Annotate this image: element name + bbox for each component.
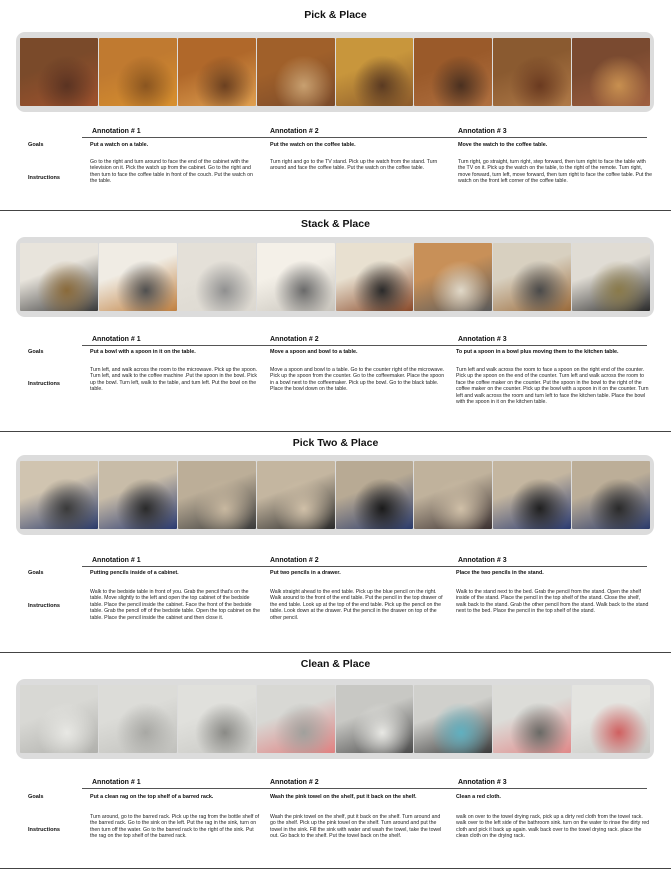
- annotation-heading: Annotation # 2: [270, 779, 319, 786]
- goal-text: Putting pencils inside of a cabinet.: [90, 570, 179, 576]
- goal-text: Clean a red cloth.: [456, 794, 501, 800]
- video-frame: [178, 685, 256, 753]
- image-strip: [16, 32, 654, 112]
- goal-text: Put a clean rag on the top shelf of a barred rack.: [90, 794, 214, 800]
- video-frame: [493, 38, 571, 106]
- section-divider: [0, 652, 671, 653]
- video-frame: [20, 461, 98, 529]
- instruction-text: Turn left and walk across the room to face a spoon on the right end of the counter. Pick up the spoon on the end of the counter. Turn left and walk across the room to face the coffee maker on the counter. Put the spoon in the bowl to the right of the coffee maker on the counter. Pick up the bowl with a spoon in it on the counter. Turn left and walk across the room and turn left to face the kitchen table. Place the bowl with the spoon in it on the kitchen table.: [456, 367, 649, 406]
- video-frame: [20, 38, 98, 106]
- video-frame: [336, 685, 414, 753]
- instruction-text: Turn left, and walk across the room to the microwave. Pick up the spoon. Turn left, and walk to the coffee machine .Put the spoon in the bowl. Pick up the bowl. Turn left, walk to the table, and turn left. Put the bowl on the table.: [90, 367, 258, 393]
- instructions-label: Instructions: [28, 175, 61, 181]
- goals-label: Goals: [28, 570, 44, 576]
- goal-text: Put two pencils in a drawer.: [270, 570, 341, 576]
- annotation-heading: Annotation # 3: [458, 128, 507, 135]
- goal-text: Move the watch to the coffee table.: [458, 142, 548, 148]
- section-title: Pick Two & Place: [292, 437, 379, 449]
- instruction-text: walk on over to the towel drying rack, pick up a dirty red cloth from the towel rack. walk over to the left side of the bathroom sink. turn on the water to rinse the dirty red cloth and pick it back up again. walk back over to the towel drying rack. place the clean cloth on the drying rack.: [456, 814, 650, 840]
- annotation-heading: Annotation # 1: [92, 557, 141, 564]
- annotation-heading: Annotation # 1: [92, 779, 141, 786]
- section-divider: [0, 431, 671, 432]
- video-frame: [257, 685, 335, 753]
- annotation-heading: Annotation # 1: [92, 128, 141, 135]
- section-divider: [0, 868, 671, 869]
- section-divider: [0, 210, 671, 211]
- image-strip: [16, 237, 654, 317]
- video-frame: [336, 243, 414, 311]
- annotation-heading: Annotation # 2: [270, 128, 319, 135]
- instruction-text: Wash the pink towel on the shelf, put it back on the shelf. Turn around and go the shelf. Pick up the pink towel on the shelf. Turn around and put the towel in the sink. Fill the sink with water and wash the towel, take the towel out. Go back to the shelf. Put the towel back on the shelf.: [270, 814, 442, 840]
- video-frame: [572, 685, 650, 753]
- video-frame: [493, 243, 571, 311]
- video-frame: [414, 38, 492, 106]
- instructions-label: Instructions: [28, 827, 61, 833]
- instruction-text: Turn around, go to the barred rack. Pick up the rag from the bottle shelf of the barred rack. Go to the sink on the left. Put the rag in the sink, turn on then turn off the water. Go to the barred rack to the right of the sink. Put the rag on the top shelf of the barred rack.: [90, 814, 260, 840]
- annotation-heading: Annotation # 3: [458, 336, 507, 343]
- video-frame: [99, 461, 177, 529]
- table-rule: [82, 788, 647, 789]
- video-frame: [20, 685, 98, 753]
- video-frame: [20, 243, 98, 311]
- image-strip: [16, 455, 654, 535]
- video-frame: [336, 461, 414, 529]
- instruction-text: Walk to the bedside table in front of you. Grab the pencil that's on the table. Move slightly to the left and open the top cabinet of the bedside table. Place the pencil inside the cabinet. Face the front of the bedside table. Grab the pencil off of the bedside table. Open the top cabinet on the table. Place the pencil inside the cabinet and then close it.: [90, 589, 261, 621]
- video-frame: [336, 38, 414, 106]
- instruction-text: Walk straight ahead to the end table. Pick up the blue pencil on the right. Walk around to the front of the end table. Put the pencil in the top drawer of the end table. Look up at the top of the end table. Pick up the pencil on the table. Look down at the drawer. Put the pencil in the drawer on top of the other pencil.: [270, 589, 443, 621]
- goal-text: Put the watch on the coffee table.: [270, 142, 356, 148]
- video-frame: [99, 243, 177, 311]
- instructions-label: Instructions: [28, 603, 61, 609]
- video-frame: [257, 38, 335, 106]
- video-frame: [178, 243, 256, 311]
- instructions-label: Instructions: [28, 381, 61, 387]
- annotation-heading: Annotation # 3: [458, 557, 507, 564]
- goal-text: Place the two pencils in the stand.: [456, 570, 544, 576]
- goal-text: Move a spoon and bowl to a table.: [270, 349, 358, 355]
- instruction-text: Move a spoon and bowl to a table. Go to the counter right of the microwave. Pick up the spoon from the counter. Go to the coffeemaker. Place the spoon in a bowl next to the coffeemaker. Pick up the bowl. Go to the black table. Place the bowl down on the table.: [270, 367, 445, 393]
- instruction-text: Walk to the stand next to the bed. Grab the pencil from the stand. Open the shelf inside of the stand. Place the pencil in the top shelf of the stand. Close the shelf, walk back to the stand. Grab the other pencil from the stand. Walk back to the stand next to the bed. Place the pencil in the top shelf of the stand.: [456, 589, 649, 615]
- video-frame: [178, 461, 256, 529]
- goal-text: To put a spoon in a bowl plus moving them to the kitchen table.: [456, 349, 619, 355]
- section-title: Clean & Place: [300, 658, 371, 670]
- table-rule: [82, 566, 647, 567]
- instruction-text: Turn right and go to the TV stand. Pick up the watch from the stand. Turn around and face the coffee table. Put the watch on the coffee table.: [270, 159, 438, 172]
- video-frame: [99, 38, 177, 106]
- video-frame: [572, 38, 650, 106]
- goal-text: Put a watch on a table.: [90, 142, 149, 148]
- video-frame: [99, 685, 177, 753]
- annotation-heading: Annotation # 3: [458, 779, 507, 786]
- section-title: Pick & Place: [304, 9, 367, 21]
- image-strip: [16, 679, 654, 759]
- video-frame: [178, 38, 256, 106]
- annotation-heading: Annotation # 1: [92, 336, 141, 343]
- video-frame: [414, 461, 492, 529]
- instruction-text: Go to the right and turn around to face the end of the cabinet with the television on it. Pick the watch up from the cabinet. Go to the right and then turn to face the coffee table in front of the couch. Put the watch on the table.: [90, 159, 253, 185]
- goals-label: Goals: [28, 349, 44, 355]
- video-frame: [414, 685, 492, 753]
- video-frame: [414, 243, 492, 311]
- annotation-heading: Annotation # 2: [270, 557, 319, 564]
- section-title: Stack & Place: [301, 218, 370, 230]
- video-frame: [572, 243, 650, 311]
- goal-text: Put a bowl with a spoon in it on the table.: [90, 349, 196, 355]
- annotation-heading: Annotation # 2: [270, 336, 319, 343]
- table-rule: [82, 137, 647, 138]
- goals-label: Goals: [28, 794, 44, 800]
- video-frame: [257, 243, 335, 311]
- video-frame: [493, 461, 571, 529]
- goal-text: Wash the pink towel on the shelf, put it back on the shelf.: [270, 794, 417, 800]
- video-frame: [572, 461, 650, 529]
- table-rule: [82, 345, 647, 346]
- instruction-text: Turn right, go straight, turn right, step forward, then turn right to face the table with the TV on it. Pick up the watch on the table, to the right of the remote. Turn right, move forward, turn left, move forward, then turn right to face the coffee table. Put the watch on the front left corner of the coffee table.: [458, 159, 652, 185]
- video-frame: [493, 685, 571, 753]
- goals-label: Goals: [28, 142, 44, 148]
- video-frame: [257, 461, 335, 529]
